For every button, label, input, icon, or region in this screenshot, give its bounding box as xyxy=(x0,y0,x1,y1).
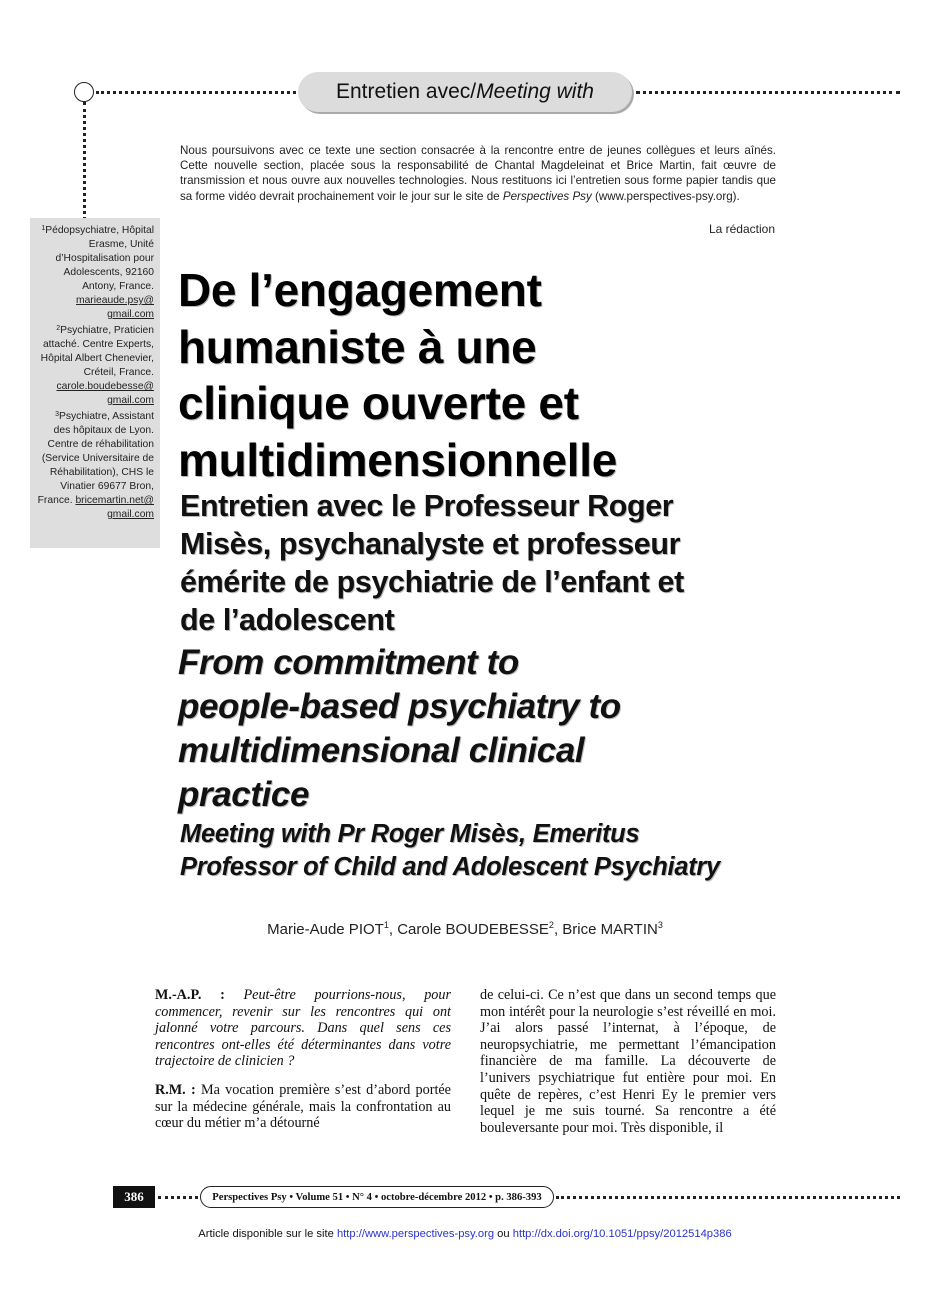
journal-site-link[interactable]: http://www.perspectives-psy.org xyxy=(336,1228,495,1240)
title-line: humaniste à une xyxy=(178,320,537,373)
title-line: multidimensionnelle xyxy=(178,433,618,486)
affiliation-number: 1 xyxy=(41,225,46,232)
availability-prefix: Article disponible sur le site xyxy=(198,1228,337,1240)
answer-continuation: de celui-ci. Ce n’est que dans un second temps que mon intérêt pour la neurologie s’est réveillé en moi. J’ai alors passé l’internat, à l’époque, de neuropsychiatrie, me permettant l’émancipation financière de ma famille. La découverte de l’univers psychiatrique fut entière pour moi. En quête de repères, c’est Henri Ey le premier vers lequel je me suis tourné. Sa rencontre a été bouleversante pour moi. Très disponible, il xyxy=(480,987,776,1136)
affiliation-item xyxy=(36,408,154,522)
section-header-pill xyxy=(298,72,632,112)
affiliation-email-link[interactable]: marieaude.psy@ gmail.com xyxy=(76,295,154,320)
article-subtitle-en xyxy=(180,818,780,883)
intro-signature: La rédaction xyxy=(708,222,775,236)
author-name: Brice MARTIN xyxy=(562,921,658,938)
subtitle-line: émérite de psychiatrie de l’enfant et xyxy=(180,565,684,599)
article-title-fr xyxy=(178,262,798,488)
doi-link[interactable]: http://dx.doi.org/10.1051/ppsy/2012514p386 xyxy=(512,1228,732,1240)
subtitle-line: Entretien avec le Professeur Roger xyxy=(180,489,674,523)
affiliation-text: Psychiatre, Praticien attaché. Centre Experts, Hôpital Albert Chenevier, Créteil, France. xyxy=(40,325,154,378)
interview-question xyxy=(155,987,451,1070)
availability-mid: ou xyxy=(494,1228,513,1240)
intro-journal-name: Perspectives Psy xyxy=(502,189,592,203)
body-column-left xyxy=(155,987,451,1132)
subtitle-en-line: Meeting with Pr Roger Misès, Emeritus xyxy=(180,820,640,848)
question-text: Peut-être pourrions-nous, pour commencer, revenir sur les rencontres qui ont jalonné votre parcours. Dans quel sens ces rencontres ont-elles été déterminantes dans votre trajectoire de clinicien ? xyxy=(155,987,451,1070)
affiliation-item xyxy=(36,222,154,322)
title-line: clinique ouverte et xyxy=(178,377,579,429)
author-list xyxy=(180,920,750,938)
intro-text-a: Nous poursuivons avec ce texte une section consacrée à la rencontre entre de jeunes collègues et leurs aînés. Cette nouvelle section, placée sous la responsabilité de Chantal Magdeleinat et Brice Martin, fait œuvre de transmission et nous ouvre aux nouvelles technologies. Nous restituons ici l’entretien sous forme papier tandis que sa forme vidéo devrait prochainement voir le jour sur le site de xyxy=(180,144,776,203)
speaker-label: M.-A.P. : xyxy=(155,987,225,1003)
journal-citation-pill: Perspectives Psy • Volume 51 • N° 4 • octobre-décembre 2012 • p. 386-393 xyxy=(200,1186,554,1208)
title-en-line: multidimensional clinical xyxy=(178,731,585,770)
author-affil-mark: 3 xyxy=(657,920,663,930)
interview-answer xyxy=(155,1082,451,1132)
author-name: Marie-Aude PIOT xyxy=(267,921,384,938)
affiliation-email-link[interactable]: carole.boudebesse@ gmail.com xyxy=(56,381,154,406)
editorial-intro xyxy=(180,143,776,204)
title-en-line: people-based psychiatry to xyxy=(178,687,621,726)
page-number: 386 xyxy=(113,1186,155,1208)
speaker-label: R.M. : xyxy=(155,1081,196,1098)
affiliations-sidebar xyxy=(30,218,160,548)
author-separator: , xyxy=(553,921,563,938)
footer-rail-right xyxy=(556,1196,900,1199)
affiliation-number: 2 xyxy=(56,325,61,332)
author-affil-mark: 1 xyxy=(383,920,389,930)
header-circle-ornament xyxy=(74,82,94,102)
availability-line xyxy=(0,1228,930,1240)
title-en-line: practice xyxy=(178,775,310,814)
affiliation-text: Psychiatre, Assistant des hôpitaux de Lyon. Centre de réhabilitation (Service Universitaire de Réhabilitation), CHS le Vinatier 69677 Bron, France. xyxy=(37,411,154,506)
title-en-line: From commitment to xyxy=(178,643,519,682)
header-rail-right xyxy=(636,91,900,94)
title-line: De l’engagement xyxy=(178,264,542,316)
subtitle-en-line: Professor of Child and Adolescent Psychiatry xyxy=(180,852,720,881)
affiliation-text: Pédopsychiatre, Hôpital Erasme, Unité d’Hospitalisation pour Adolescents, 92160 Antony, France. xyxy=(45,225,154,292)
intro-text-b: (www.perspectives-psy.org). xyxy=(591,189,740,203)
article-subtitle-fr xyxy=(180,487,780,639)
author-separator: , xyxy=(388,921,398,938)
author-affil-mark: 2 xyxy=(548,920,554,930)
footer-rail-left xyxy=(158,1196,198,1199)
affiliation-item xyxy=(36,322,154,408)
body-column-right xyxy=(480,987,776,1136)
article-title-en xyxy=(178,641,738,817)
subtitle-line: Misès, psychanalyste et professeur xyxy=(180,527,681,561)
affiliations-list xyxy=(36,222,154,522)
header-rail-vertical xyxy=(83,102,86,220)
header-rail-left xyxy=(96,91,296,94)
section-header-fr: Entretien avec/ xyxy=(336,80,477,103)
affiliation-email-link[interactable]: bricemartin.net@ gmail.com xyxy=(75,495,154,520)
subtitle-line: de l’adolescent xyxy=(180,603,395,637)
section-header-en: Meeting with xyxy=(476,80,594,103)
author-name: Carole BOUDEBESSE xyxy=(397,921,549,938)
affiliation-number: 3 xyxy=(55,411,59,418)
answer-text: Ma vocation première s’est d’abord portée sur la médecine générale, mais la confrontation au cœur du métier m’a détourné xyxy=(155,1081,451,1132)
